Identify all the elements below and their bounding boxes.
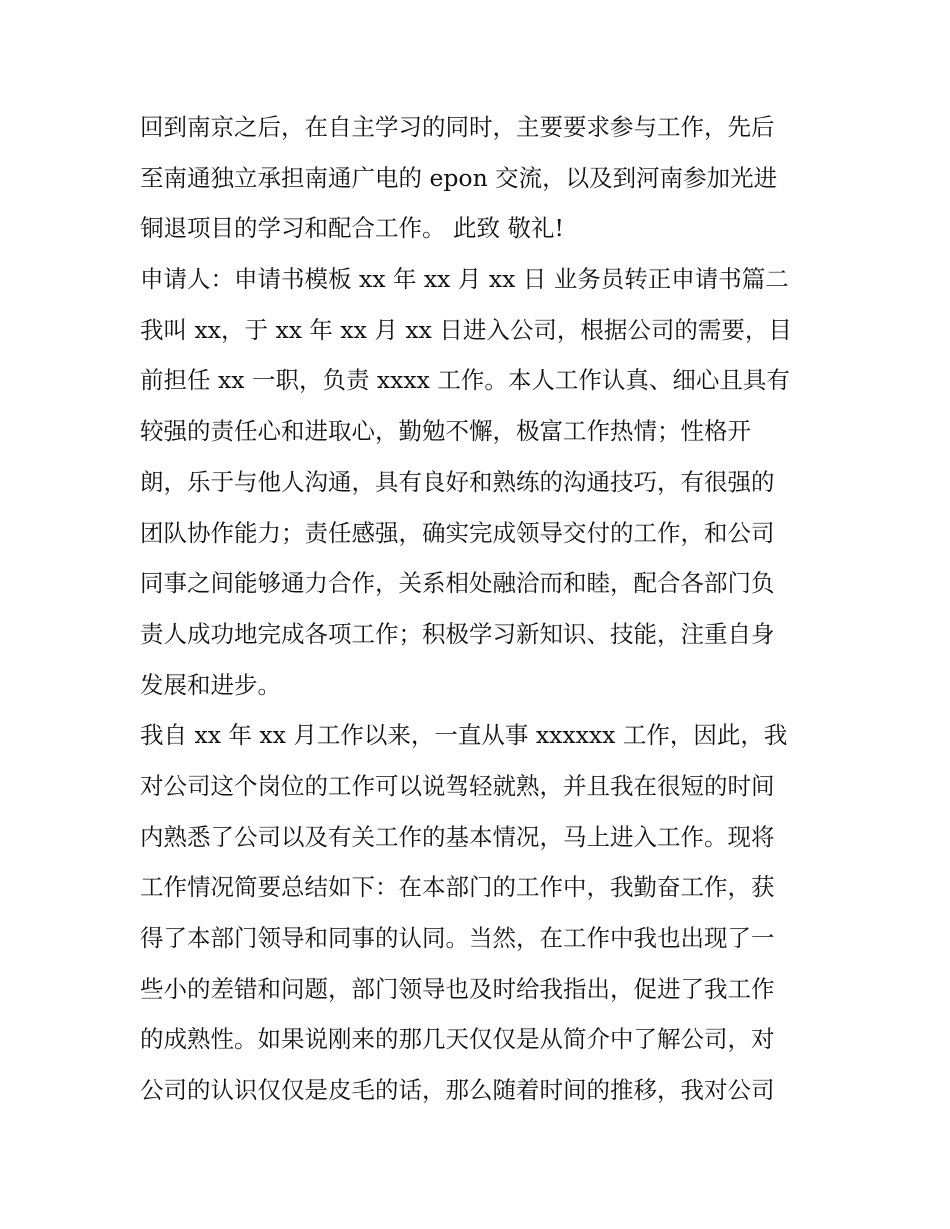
text-line: 至南通独立承担南通广电的 epon 交流，以及到河南参加光进 (140, 163, 778, 192)
text-line: 回到南京之后，在自主学习的同时，主要要求参与工作，先后 (140, 113, 775, 141)
text-line: 同事之间能够通力合作，关系相处融洽而和睦，配合各部门负 (140, 569, 775, 598)
text-line: 发展和进步。 (140, 670, 281, 699)
text-line: 内熟悉了公司以及有关工作的基本情况，马上进入工作。现将 (140, 822, 775, 851)
text-line: 我自 xx 年 xx 月工作以来，一直从事 xxxxxx 工作，因此，我 (140, 721, 788, 750)
text-line: 前担任 xx 一职，负责 xxxx 工作。本人工作认真、细心且具有 (140, 366, 790, 395)
text-line: 工作情况简要总结如下：在本部门的工作中，我勤奋工作，获 (140, 873, 775, 902)
text-line: 得了本部门领导和同事的认同。当然，在工作中我也出现了一 (140, 924, 775, 952)
text-line: 铜退项目的学习和配合工作。 此致 敬礼! (140, 214, 564, 243)
text-line: 我叫 xx，于 xx 年 xx 月 xx 日进入公司，根据公司的需要，目 (140, 315, 792, 344)
text-line: 对公司这个岗位的工作可以说驾轻就熟，并且我在很短的时间 (140, 771, 775, 800)
text-line: 申请人：申请书模板 xx 年 xx 月 xx 日 业务员转正申请书篇二 (140, 265, 789, 294)
text-line: 团队协作能力；责任感强，确实完成领导交付的工作，和公司 (140, 518, 775, 547)
text-line: 些小的差错和问题，部门领导也及时给我指出，促进了我工作 (140, 974, 775, 1003)
text-line: 朗，乐于与他人沟通，具有良好和熟练的沟通技巧，有很强的 (140, 467, 775, 496)
text-line: 较强的责任心和进取心，勤勉不懈，极富工作热情；性格开 (140, 417, 751, 446)
text-line: 责人成功地完成各项工作；积极学习新知识、技能，注重自身 (140, 619, 775, 648)
document-body (140, 102, 812, 1116)
text-line: 的成熟性。如果说刚来的那几天仅仅是从简介中了解公司，对 (140, 1025, 775, 1054)
text-line: 公司的认识仅仅是皮毛的话，那么随着时间的推移，我对公司 (140, 1076, 775, 1105)
